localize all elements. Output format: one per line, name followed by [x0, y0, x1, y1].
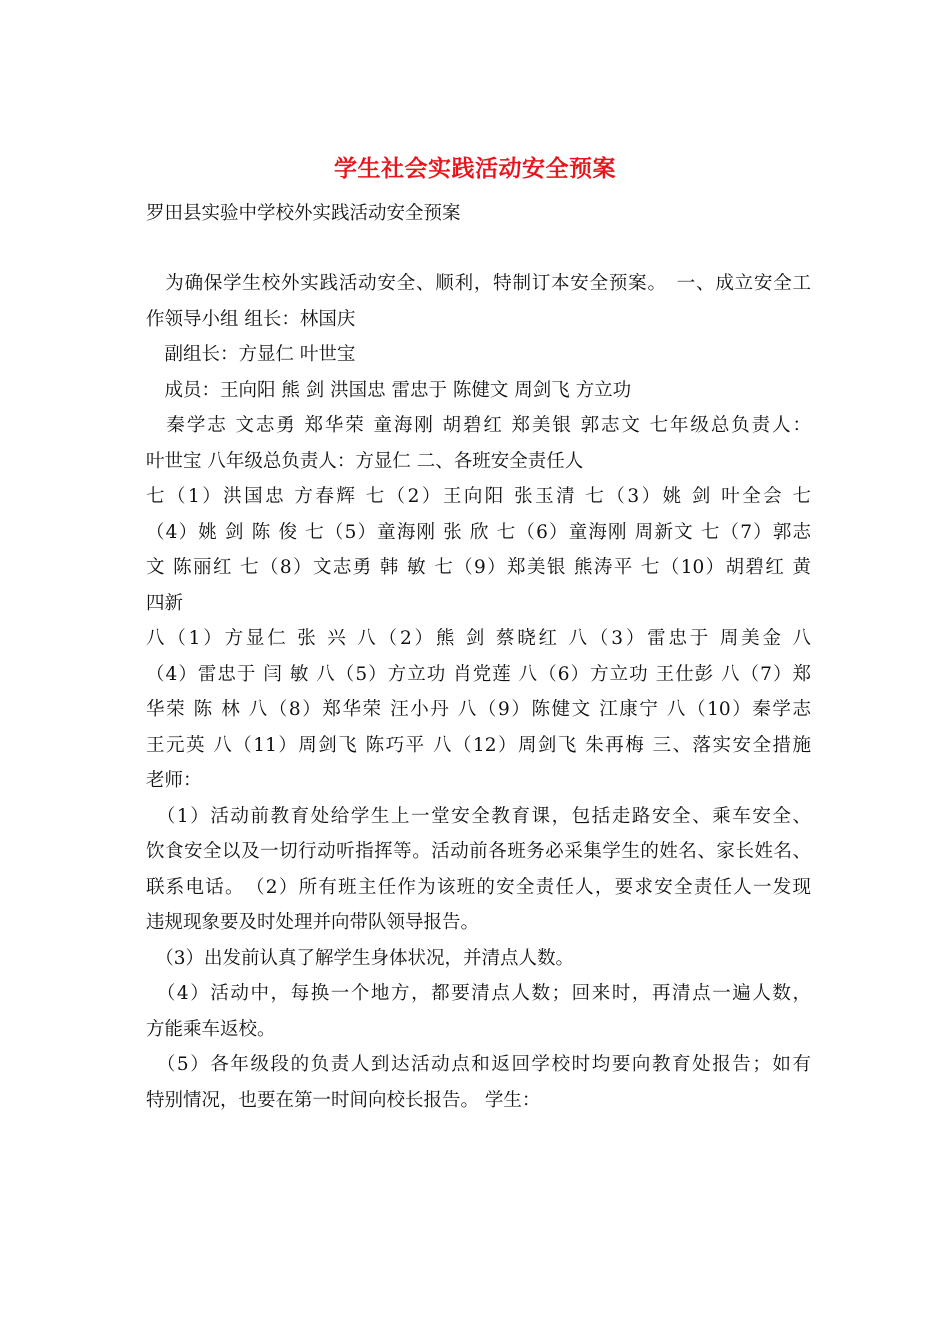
- body-line: 叶世宝 八年级总负责人：方显仁 二、各班安全责任人: [146, 450, 584, 472]
- body-line: 八（1）方显仁 张 兴 八（2）熊 剑 蔡晓红 八（3）雷忠于 周美金 八: [146, 628, 811, 649]
- body-line: 特别情况，也要在第一时间向校长报告。 学生：: [146, 1089, 541, 1111]
- body-line: 违规现象要及时处理并向带队领导报告。: [146, 912, 480, 933]
- body-line: （4）姚 剑 陈 俊 七（5）童海刚 张 欣 七（6）童海刚 周新文 七（7）郭志: [146, 521, 811, 543]
- body-line: 作领导小组 组长：林国庆: [146, 308, 356, 330]
- body-line: 老师：: [146, 770, 202, 791]
- document-body: [146, 266, 811, 1118]
- body-line: 文 陈丽红 七（8）文志勇 韩 敏 七（9）郑美银 熊涛平 七（10）胡碧红 黄: [146, 557, 811, 578]
- body-line: （5）各年级段的负责人到达活动点和返回学校时均要向教育处报告；如有: [146, 1054, 811, 1075]
- body-line: 王元英 八（11）周剑飞 陈巧平 八（12）周剑飞 朱再梅 三、落实安全措施: [146, 734, 811, 756]
- body-line: 饮食安全以及一切行动听指挥等。活动前各班务必采集学生的姓名、家长姓名、: [146, 841, 811, 862]
- body-line: （4）活动中，每换一个地方，都要清点人数；回来时，再清点一遍人数，: [146, 983, 811, 1004]
- body-line: 副组长：方显仁 叶世宝: [146, 344, 356, 365]
- body-line: 秦学志 文志勇 郑华荣 童海刚 胡碧红 郑美银 郭志文 七年级总负责人：: [146, 415, 811, 436]
- body-line: 七（1）洪国忠 方春辉 七（2）王向阳 张玉清 七（3）姚 剑 叶全会 七: [146, 486, 811, 507]
- body-line: （1）活动前教育处给学生上一堂安全教育课，包括走路安全、乘车安全、: [146, 805, 811, 827]
- body-line: 联系电话。 （2）所有班主任作为该班的安全责任人，要求安全责任人一发现: [146, 876, 811, 898]
- body-line: 成员：王向阳 熊 剑 洪国忠 雷忠于 陈健文 周剑飞 方立功: [146, 379, 632, 401]
- document-title: 学生社会实践活动安全预案: [334, 155, 616, 182]
- body-line: 四新: [146, 592, 184, 614]
- body-line: 华荣 陈 林 八（8）郑华荣 汪小丹 八（9）陈健文 江康宁 八（10）秦学志: [146, 699, 811, 720]
- body-line: （3）出发前认真了解学生身体状况，并清点人数。: [146, 947, 575, 969]
- body-line: 为确保学生校外实践活动安全、顺利，特制订本安全预案。 一、成立安全工: [146, 273, 811, 294]
- body-line: （4）雷忠于 闫 敏 八（5）方立功 肖党莲 八（6）方立功 王仕彭 八（7）郑: [146, 663, 811, 685]
- body-line: 方能乘车返校。: [146, 1018, 276, 1040]
- document-subtitle: 罗田县实验中学校外实践活动安全预案: [146, 203, 461, 224]
